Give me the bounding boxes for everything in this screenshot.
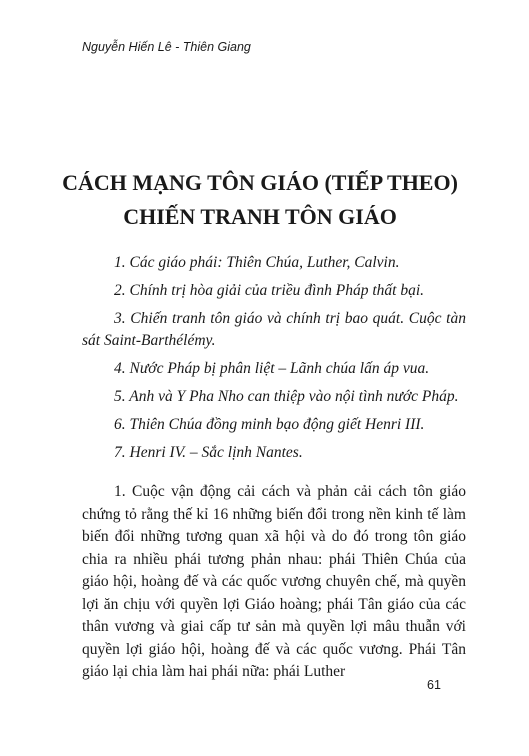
chapter-title-line-1: CÁCH MẠNG TÔN GIÁO (TIẾP THEO) bbox=[62, 170, 458, 195]
chapter-outline bbox=[82, 252, 466, 470]
outline-item: 2. Chính trị hòa giải của triều đình Pháp thất bại. bbox=[114, 282, 424, 299]
outline-item: 3. Chiến tranh tôn giáo và chính trị bao quát. Cuộc tàn sát Saint-Barthélémy. bbox=[82, 310, 466, 349]
chapter-title-line-2: CHIẾN TRANH TÔN GIÁO bbox=[123, 204, 397, 229]
outline-item: 4. Nước Pháp bị phân liệt – Lãnh chúa lấn áp vua. bbox=[114, 360, 430, 377]
outline-item: 7. Henri IV. – Sắc lịnh Nantes. bbox=[114, 444, 303, 461]
outline-item: 5. Anh và Y Pha Nho can thiệp vào nội tình nước Pháp. bbox=[114, 388, 459, 405]
body-paragraph: 1. Cuộc vận động cải cách và phản cải cách tôn giáo chứng tỏ rằng thế kỉ 16 những biến đổi trong nền kinh tế làm biến đổi những tương quan xã hội và do đó trong tôn giáo chia ra nhiều phái tương phản nhau: phái Thiên Chúa của giáo hội, hoàng đế và các quốc vương chuyên chế, mà quyền lợi ăn chịu với quyền lợi Giáo hoàng; phái Tân giáo của các thân vương và giai cấp tư sản mà quyền lợi mâu thuẫn với quyền lợi giáo hội, hoàng đế và các quốc vương. Phái Tân giáo lại chia làm hai phái nữa: phái Luther bbox=[82, 483, 466, 680]
page-number: 61 bbox=[427, 678, 441, 692]
outline-item: 1. Các giáo phái: Thiên Chúa, Luther, Calvin. bbox=[114, 254, 400, 271]
chapter-title bbox=[60, 166, 460, 234]
outline-item: 6. Thiên Chúa đồng minh bạo động giết Henri III. bbox=[114, 416, 425, 433]
running-header: Nguyễn Hiến Lê - Thiên Giang bbox=[82, 40, 251, 54]
